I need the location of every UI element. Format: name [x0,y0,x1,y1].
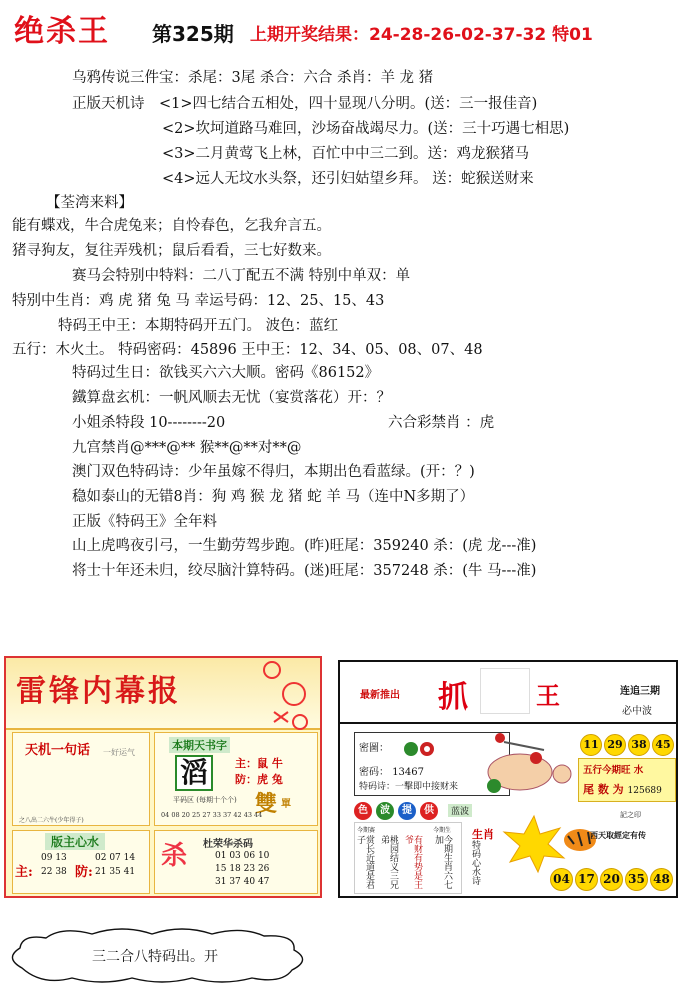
star-text: 西天取經定有传 [590,830,646,840]
text-line: 山上虎鸣夜引弓，一生勤劳驾步跑。(昨)旺尾：359240 杀：(虎 龙---准) [72,538,537,554]
text-line: 五行：木火土。 特码密码：45896 王中王：12、34、05、08、07、48 [12,342,483,358]
number-ball: 35 [625,868,648,891]
banzhu-box [12,830,150,894]
tianji-sub: 一好运气 [103,748,135,757]
title-left: 抓 [438,680,468,715]
sebo-char: 供 [420,802,438,820]
text-line: 稳如泰山的无错8肖：狗 鸡 猴 龙 猪 蛇 羊 马（连中N多期了） [72,489,475,505]
text-line: 特码王中王：本期特码开五门。 波色：蓝红 [58,318,339,334]
shengxiao-label: 生肖 [472,828,494,841]
balls-bottom [550,868,674,892]
number-ball: 17 [575,868,598,891]
sebo-char: 波 [376,802,394,820]
sha-row2: 15 18 23 26 [215,864,270,874]
nums-row1: 09 13 [41,853,67,863]
text-line: 六合彩禁肖 ：虎 [388,415,495,431]
poem-col3: 有财有势是王爷 [403,835,422,889]
sebo-row [354,802,494,820]
weishu-text: 尾 数 为 125689 [583,783,662,796]
wuxing-box [578,758,676,802]
balls-top [580,734,676,756]
mimian-graphic-icon [401,737,441,761]
sebo-tag: 蓝波 [448,804,472,817]
tianshu-title: 本期天书字 [169,737,230,753]
left-panel-title: 雷锋内幕报 [16,674,181,709]
sha-box [154,830,318,894]
mimian-label: 密圖： [359,743,389,754]
title-mid-box [480,668,530,714]
text-line: 【荃湾来料】 [46,195,133,211]
nums-row2: 22 38 [41,867,67,877]
wuxing-text: 五行今期旺 水 [583,765,644,776]
zhu-text: 主：鼠 牛 [235,757,283,770]
zhu-label: 主: [15,865,33,880]
poem2-label: 特码心水诗 [470,840,480,885]
poem-col2: 桃园结义三兄弟 [379,835,398,889]
pingma-nums: 04 08 20 25 27 33 37 42 43 44 [161,811,263,819]
left-panel [4,656,322,898]
text-line: 猪寻狗友，复往弄残机；鼠后看看，三七好数来。 [12,243,331,259]
number-ball: 45 [652,734,674,756]
poem-label: 今期赛 [357,827,376,834]
text-line: 鐵算盘玄机：一帆风顺去无忧（宴赏落花）开：？ [72,390,391,406]
sebo-char: 提 [398,802,416,820]
text-line: 正版天机诗 <1>四七结合五相处，四十显现八分明。(送：三一报佳音) [72,96,538,112]
right-panel [338,660,678,898]
number-ball: 20 [600,868,623,891]
mascot-graphic-icon [474,722,578,802]
sha-title: 杜荣华杀码 [203,839,253,850]
mima-label: 密码： 13467 [359,767,424,778]
number-ball: 48 [650,868,673,891]
number-ball: 29 [604,734,626,756]
nums-row3: 02 07 14 [95,853,136,863]
sun-burst-icon [502,814,566,874]
sha-row3: 31 37 40 47 [215,877,270,887]
last-result: 上期开奖结果：24-28-26-02-37-32 特01 [250,25,593,45]
banzhu-title: 版主心水 [45,833,105,850]
tianji-small: 之八出二六牛(少年得子) [19,817,84,824]
text-line: 九宫禁肖@***@** 猴**@**对**@ [72,440,302,456]
tianji-box [12,732,150,826]
big-char-box: 滔 [175,755,213,791]
text-line: 小姐杀特段 10--------20 [72,415,226,431]
poem-box [354,822,462,894]
text-line: <3>二月黄莺飞上林，百忙中中三二到。送：鸡龙猴猪马 [162,146,530,162]
number-ball: 04 [550,868,573,891]
text-line: 特别中生肖：鸡 虎 猪 兔 马 幸运号码：12、25、15、43 [12,293,385,309]
cloud-text: 三二合八特码出。开 [92,949,218,965]
header [0,0,686,48]
text-line: <2>坎坷道路马难回，沙场奋战竭尽力。(送：三十巧遇七相思) [162,121,570,137]
tianji-title: 天机一句话 [25,743,91,758]
jinqi-label: 今期生 [433,827,452,834]
text-line: 正版《特码王》全年料 [72,514,217,530]
text-line: 澳门双色特码诗：少年虽嫁不得归，本期出色看蓝绿。(开：？) [72,464,475,480]
bizhong-text: 必中波 [622,706,652,717]
sha-row1: 01 03 06 10 [215,851,270,861]
sebo-char: 色 [354,802,372,820]
temashi-label: 特码诗：一擊即中接财来 [359,782,459,792]
poem-col4: 今期生肖六七加 [433,835,452,889]
nums-row4: 21 35 41 [95,867,136,877]
title-right: 王 [536,681,560,710]
fang-label: 防: [75,865,93,880]
fang-text: 防：虎 兔 [235,773,283,786]
tianshu-box [154,732,318,826]
text-line: 能有蝶戏，牛合虎兔来；自怜春色，乞我弁言五。 [12,218,331,234]
poem-col1: 赏长近道是君子 [355,835,374,889]
dan-char: 單 [281,799,291,810]
shuang-char: 雙 [255,791,278,817]
site-logo: 绝杀王 [14,14,110,49]
number-ball: 11 [580,734,602,756]
issue-number: 第325期 [152,22,234,46]
text-line: 赛马会特别中特料：二八丁配五不满 特别中单双：单 [72,268,411,284]
number-ball: 38 [628,734,650,756]
text-line: 将士十年还未归，绞尽脑汁算特码。(迷)旺尾：357248 杀：(牛 马---准) [72,563,537,579]
text-line: <4>远人无坟水头祭，还引妇姑望乡拜。 送：蛇猴送财来 [162,171,534,187]
decorative-ring-icon [254,660,318,730]
text-line: 乌鸦传说三件宝：杀尾：3尾 杀合：六合 杀肖：羊 龙 猪 [72,70,434,86]
sha-char: 杀 [161,841,188,871]
pingma-label: 平码区 (每期十个个) [173,796,237,804]
lian-text: 连追三期 [620,686,660,697]
text-line: 特码过生日：欲钱买六六大顺。密码《86152》 [72,365,380,381]
tag-new: 最新推出 [360,690,400,701]
ji-text: 記之印 [620,811,641,819]
